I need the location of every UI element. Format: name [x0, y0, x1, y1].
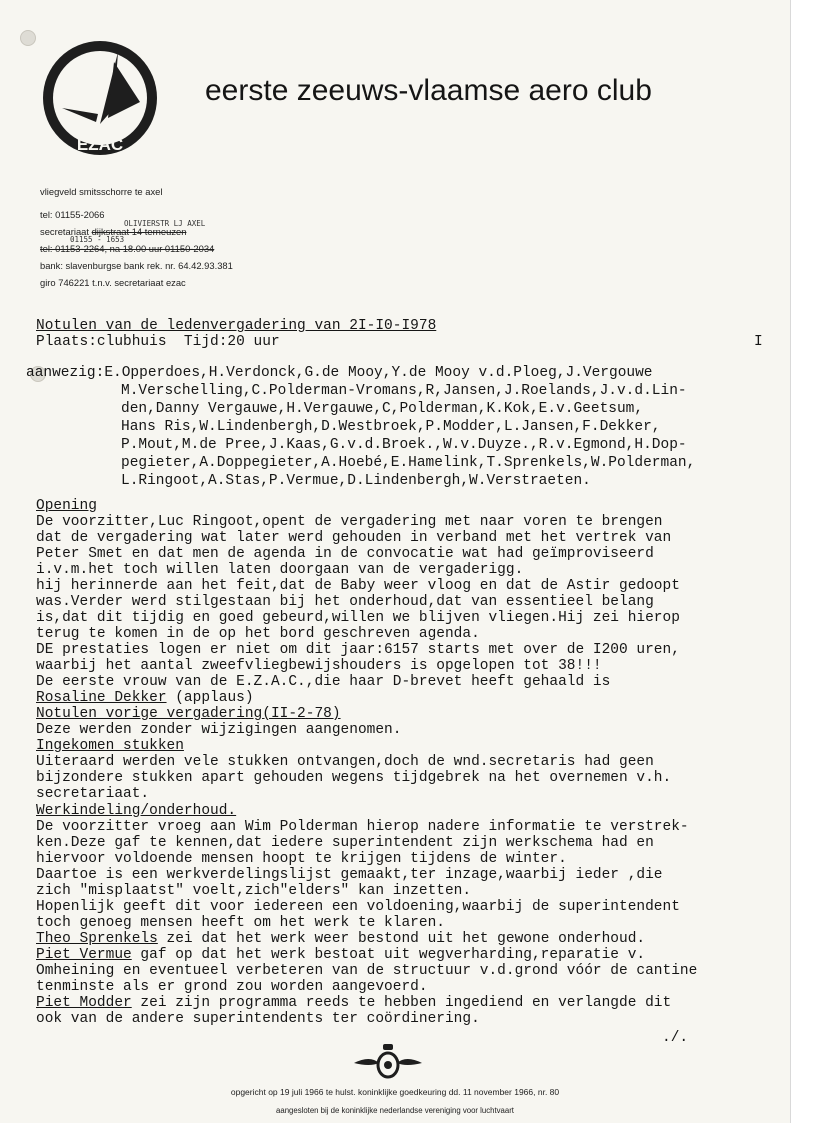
opening-line: Peter Smet en dat men de agenda in de convocatie wat had geïmproviseerd	[36, 546, 654, 562]
attendance-line: pegieter,A.Doppegieter,A.Hoebé,E.Hamelink,T.Sprenkels,W.Polderman,	[121, 455, 696, 471]
opening-line: terug te komen in de op het bord geschreven agenda.	[36, 626, 480, 642]
applause-note: (applaus)	[166, 690, 254, 706]
ezac-logo-icon	[40, 38, 160, 158]
punch-hole-top	[20, 30, 36, 46]
opening-line: DE prestaties logen er niet om dit jaar:6157 starts met over de I200 uren,	[36, 642, 680, 658]
incoming-line: bijzondere stukken apart gehouden wegens tijdgebrek na het overnemen v.h.	[36, 770, 672, 786]
handwritten-address: OLIVIERSTR LJ AXEL	[124, 219, 206, 228]
work-line: Hopenlijk geeft dit voor iedereen een voldoening,waarbij de superintendent	[36, 899, 680, 915]
minutes-title: Notulen van de ledenvergadering van 2I-I0-I978	[36, 318, 437, 334]
work-line: zich "misplaatst" voelt,zich"elders" kan inzetten.	[36, 883, 472, 899]
opening-line: dat de vergadering wat later werd gehouden in verband met het vertrek van	[36, 530, 672, 546]
page-marker: I	[754, 334, 763, 350]
heading-previous-minutes: Notulen vorige vergadering(II-2-78)	[36, 706, 341, 722]
attendance-line: P.Mout,M.de Pree,J.Kaas,G.v.d.Broek.,W.v.Duyze.,R.v.Egmond,H.Dop-	[121, 437, 687, 453]
attendance-line: den,Danny Vergauwe,H.Vergauwe,C,Polderman,K.Kok,E.v.Geetsum,	[121, 401, 644, 417]
page-edge	[790, 0, 816, 1123]
theo-sprenkels-name: Theo Sprenkels	[36, 931, 158, 947]
opening-line: was.Verder werd stilgestaan bij het onderhoud,dat van essentieel belang	[36, 594, 654, 610]
heading-work-allocation: Werkindeling/onderhoud.	[36, 803, 237, 819]
attendance-line: Hans Ris,W.Lindenbergh,D.Westbroek,P.Modder,L.Jansen,F.Dekker,	[121, 419, 661, 435]
opening-line: hij herinnerde aan het feit,dat de Baby weer vloog en dat de Astir gedoopt	[36, 578, 680, 594]
continued-mark: ./.	[662, 1030, 689, 1046]
piet-modder-text: zei zijn programma reeds te hebben ingediend en verlangde dit	[131, 995, 672, 1011]
piet-vermue-line	[36, 947, 645, 963]
address-airfield: vliegveld smitsschorre te axel	[40, 186, 163, 197]
place-time-line: Plaats:clubhuis Tijd:20 uur	[36, 334, 280, 350]
footer-affiliation: aangesloten bij de koninklijke nederlandse vereniging voor luchtvaart	[276, 1106, 514, 1115]
previous-minutes-text: Deze werden zonder wijzigingen aangenomen.	[36, 722, 402, 738]
piet-modder-continuation: ook van de andere superintendents ter coördinering.	[36, 1011, 480, 1027]
address-telephone: tel: 01155-2066	[40, 209, 105, 220]
theo-sprenkels-text: zei dat het werk weer bestond uit het gewone onderhoud.	[157, 931, 646, 947]
footer-founding: opgericht op 19 juli 1966 te hulst. koninklijke goedkeuring dd. 11 november 1966, nr. 80	[230, 1087, 560, 1097]
opening-line: is,dat dit tijdig en goed gebeurd,willen we blijven vliegen.Hij zei hierop	[36, 610, 680, 626]
heading-opening: Opening	[36, 498, 97, 514]
piet-vermue-name: Piet Vermue	[36, 947, 132, 963]
piet-vermue-continuation: tenminste als er grond zou worden aangevoerd.	[36, 979, 428, 995]
svg-text:EZAC: EZAC	[76, 135, 124, 154]
opening-line: waarbij het aantal zweefvliegbewijshouders is opgelopen tot 38!!!	[36, 658, 602, 674]
opening-line: i.v.m.het toch willen laten doorgaan van de vergaderigg.	[36, 562, 524, 578]
opening-line: De voorzitter,Luc Ringoot,opent de vergadering met naar voren te brengen	[36, 514, 663, 530]
work-line: hiervoor voldoende mensen hoopt te krijgen tijdens de winter.	[36, 851, 567, 867]
work-line: Daartoe is een werkverdelingslijst gemaakt,ter inzage,waarbij ieder ,die	[36, 867, 663, 883]
incoming-line: Uiteraard werden vele stukken ontvangen,doch de wnd.secretaris had geen	[36, 754, 654, 770]
piet-vermue-continuation: Omheining en eventueel verbeteren van de structuur v.d.grond vóór de cantine	[36, 963, 698, 979]
attendance-line: M.Verschelling,C.Polderman-Vromans,R,Jansen,J.Roelands,J.v.d.Lin-	[121, 383, 687, 399]
address-old-telephone: tel: 01153-2264, na 18.00 uur 01150-2034	[40, 243, 215, 254]
rosaline-name: Rosaline Dekker	[36, 690, 167, 706]
piet-modder-line	[36, 995, 671, 1011]
rosaline-line	[36, 690, 254, 706]
work-line: ken.Deze gaf te kennen,dat iedere superintendent zijn werkschema had en	[36, 835, 654, 851]
secretariat-label: secretariaat	[40, 226, 89, 237]
heading-incoming-documents: Ingekomen stukken	[36, 738, 184, 754]
address-bank: bank: slavenburgse bank rek. nr. 64.42.93.381	[40, 260, 233, 271]
handwritten-telephone: 01155 - 1653	[70, 235, 125, 244]
piet-vermue-text: gaf op dat het werk bestoat uit wegverharding,reparatie v.	[131, 947, 646, 963]
theo-sprenkels-line	[36, 931, 645, 947]
attendance-line: L.Ringoot,A.Stas,P.Vermue,D.Lindenbergh,W.Verstraeten.	[121, 473, 591, 489]
incoming-line: secretariaat.	[36, 786, 150, 802]
royal-aviation-emblem-icon	[352, 1043, 424, 1083]
secretariat-old-address: dijkstraat 14 terneuzen	[91, 226, 187, 237]
work-line: toch genoeg mensen heeft om het werk te klaren.	[36, 915, 445, 931]
attendance-line: aanwezig:E.Opperdoes,H.Verdonck,G.de Mooy,Y.de Mooy v.d.Ploeg,J.Vergouwe	[26, 365, 653, 381]
address-giro: giro 746221 t.n.v. secretariaat ezac	[40, 277, 186, 288]
opening-line: De eerste vrouw van de E.Z.A.C.,die haar D-brevet heeft gehaald is	[36, 674, 611, 690]
piet-modder-name: Piet Modder	[36, 995, 132, 1011]
club-name: eerste zeeuws-vlaamse aero club	[205, 74, 652, 107]
work-line: De voorzitter vroeg aan Wim Polderman hierop nadere informatie te verstrek-	[36, 819, 689, 835]
